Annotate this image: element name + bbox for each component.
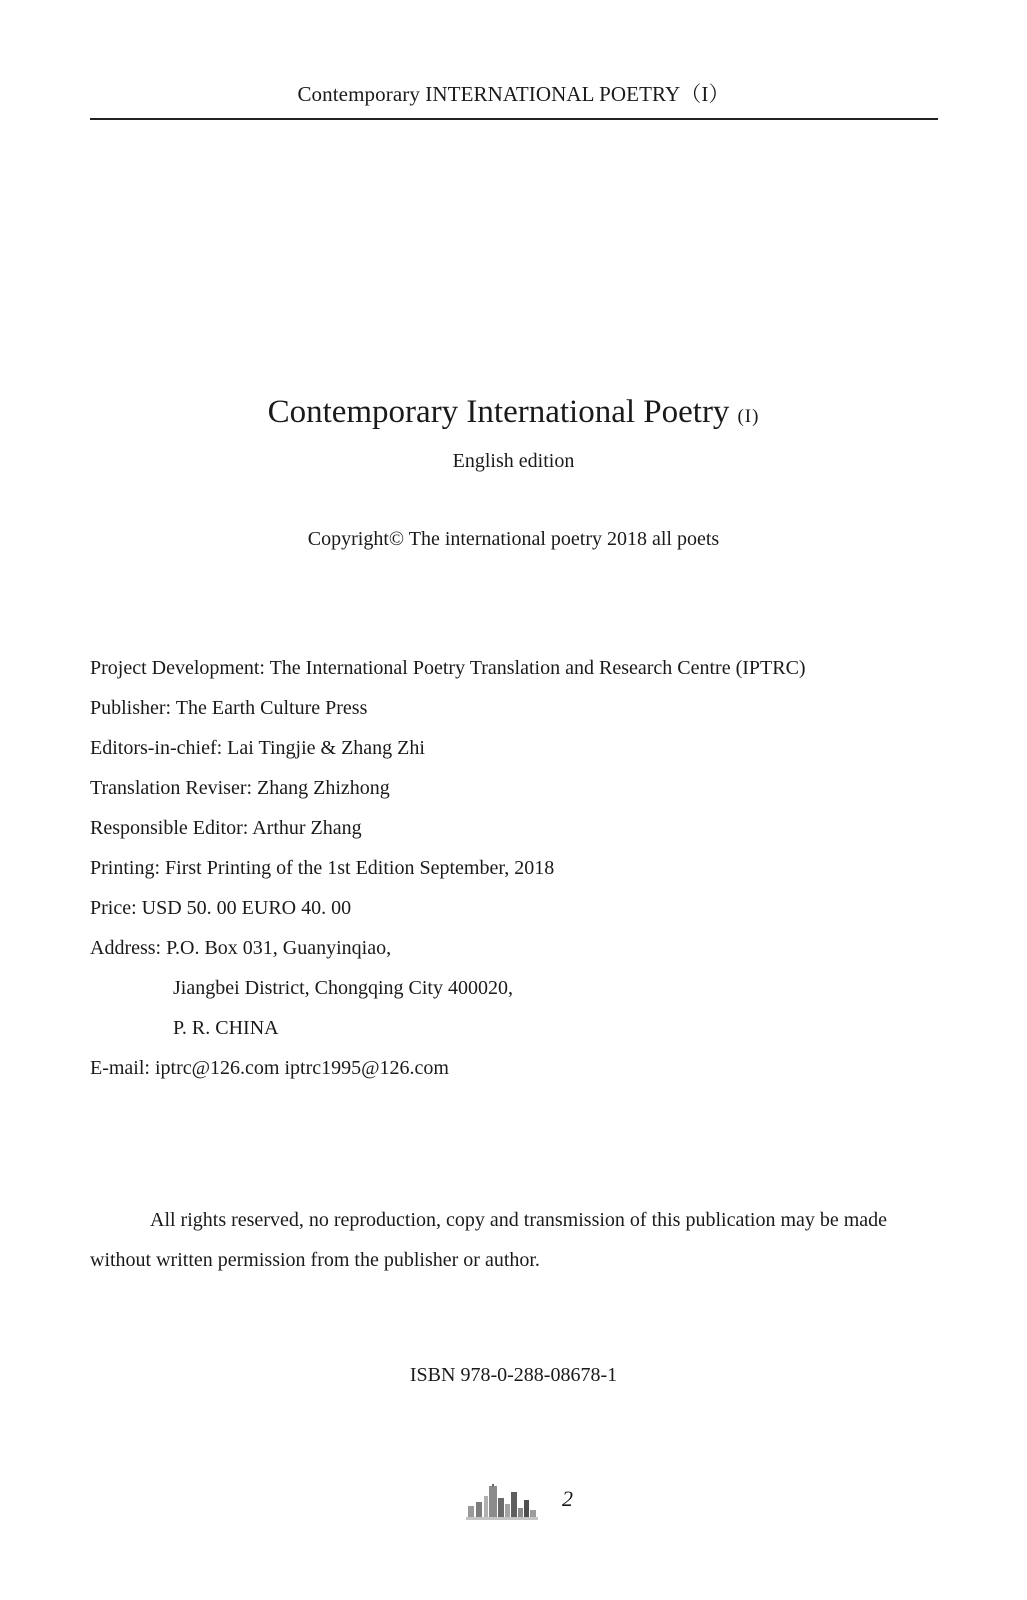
address-line-country: P. R. CHINA: [173, 1017, 279, 1039]
address-line: Address: P.O. Box 031, Guanyinqiao,: [90, 937, 392, 959]
copyright-line: Copyright© The international poetry 2018 all poets: [307, 528, 720, 550]
email-line: E-mail: iptrc@126.com iptrc1995@126.com: [90, 1057, 449, 1079]
address-line-district: Jiangbei District, Chongqing City 400020,: [173, 977, 513, 999]
credits-block: [90, 648, 950, 1088]
rights-notice: All rights reserved, no reproduction, copy and transmission of this publication may be made without written permission from the publisher or author.: [90, 1209, 888, 1271]
book-title-text: Contemporary International Poetry: [267, 394, 730, 430]
printing-line: Printing: First Printing of the 1st Edition September, 2018: [90, 857, 555, 879]
publisher-line: Publisher: The Earth Culture Press: [90, 697, 368, 719]
page-footer: [466, 1484, 586, 1524]
header-divider: [90, 118, 938, 120]
translation-reviser-line: Translation Reviser: Zhang Zhizhong: [90, 777, 390, 799]
edition-label: English edition: [452, 450, 575, 472]
price-line: Price: USD 50. 00 EURO 40. 00: [90, 897, 352, 919]
responsible-editor-line: Responsible Editor: Arthur Zhang: [90, 817, 362, 839]
isbn: ISBN 978-0-288-08678-1: [409, 1364, 618, 1386]
book-title: [0, 394, 1027, 431]
running-header: Contemporary INTERNATIONAL POETRY（I）: [297, 82, 730, 106]
project-development-line: Project Development: The International Poetry Translation and Research Centre (IPTRC): [90, 657, 806, 679]
page-number: 2: [562, 1486, 573, 1511]
volume-number: (I): [737, 406, 760, 427]
editors-in-chief-line: Editors-in-chief: Lai Tingjie & Zhang Zhi: [90, 737, 425, 759]
city-skyline-icon: [466, 1484, 552, 1520]
